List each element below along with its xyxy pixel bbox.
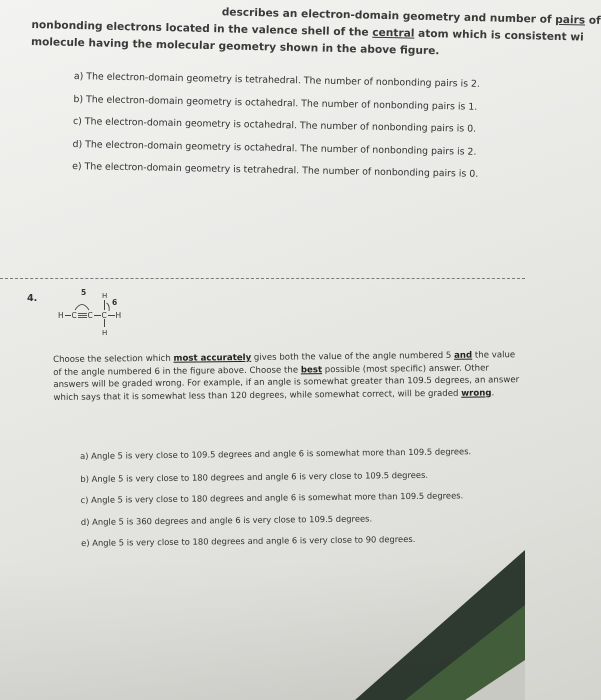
prompt-text: gives both the value of the angle numbered 5 [251, 350, 455, 363]
question-divider [0, 278, 525, 279]
header-text: molecule having the molecular geometry shown in the above figure. [30, 35, 440, 58]
header-text: nonbonding electrons located in the valence shell of the [31, 18, 369, 39]
header-text-tail: atom which is consistent wi [417, 27, 584, 44]
atom-h-left: H [58, 311, 64, 320]
answer-option-d[interactable]: d) Angle 5 is 360 degrees and angle 6 is very close to 109.5 degrees. [80, 512, 373, 527]
question-3-header [30, 0, 601, 63]
header-text-tail: of [588, 14, 601, 27]
angle-label-5: 5 [81, 288, 87, 297]
prompt-emphasis-and: and [454, 350, 473, 361]
prompt-emphasis-wrong: wrong [461, 387, 492, 399]
prompt-text: the value of the angle numbered 6 in the figure above. Choose the [53, 350, 516, 378]
prompt-text: possible (most specific) answer. Other answers will be graded wrong. For example, if an angle is somewhat greater than 109.5 degrees, an answer which says that it is somewhat less than 120 degrees, while somewhat correct, will be graded [53, 362, 520, 403]
answer-option-a[interactable]: a) Angle 5 is very close to 109.5 degrees and angle 6 is somewhat more than 109.5 degrees. [80, 446, 472, 461]
answer-option-c[interactable]: c) Angle 5 is very close to 180 degrees and angle 6 is somewhat more than 109.5 degrees. [80, 490, 464, 505]
answer-option-e[interactable]: e) Angle 5 is very close to 180 degrees and angle 6 is very close to 90 degrees. [81, 533, 416, 548]
header-underlined-central: central [372, 26, 415, 40]
question-4-number: 4. [27, 293, 38, 304]
answer-option-e[interactable]: e) The electron-domain geometry is tetrahedral. The number of nonbonding pairs is 0. [72, 160, 479, 180]
prompt-emphasis-best: best [300, 364, 323, 375]
atom-c3: C [101, 311, 107, 320]
atom-c1: C [71, 311, 77, 320]
question-4-options [80, 445, 521, 559]
header-underlined-pairs: pairs [555, 13, 586, 27]
atom-h-right: H [115, 311, 122, 320]
molecule-diagram [56, 283, 166, 341]
prompt-emphasis-most-accurately: most accurately [173, 352, 252, 364]
atom-c2: C [87, 311, 93, 320]
answer-option-c[interactable]: c) The electron-domain geometry is octahedral. The number of nonbonding pairs is 0. [72, 115, 477, 135]
angle-arc-5 [75, 305, 89, 311]
angle-label-6: 6 [112, 298, 118, 307]
answer-option-b[interactable]: b) The electron-domain geometry is octahedral. The number of nonbonding pairs is 1. [73, 93, 478, 113]
atom-h-bottom: H [102, 329, 108, 337]
question-3-options [72, 71, 524, 192]
answer-option-b[interactable]: b) Angle 5 is very close to 180 degrees and angle 6 is very close to 109.5 degrees. [80, 469, 429, 484]
background-corner-edge [465, 660, 525, 700]
angle-arc-6 [107, 303, 110, 311]
answer-option-a[interactable]: a) The electron-domain geometry is tetrahedral. The number of nonbonding pairs is 2. [73, 71, 481, 90]
header-text: describes an electron-domain geometry and number of [221, 6, 552, 26]
question-4-prompt [53, 349, 523, 404]
prompt-text: . [491, 387, 495, 398]
answer-option-d[interactable]: d) The electron-domain geometry is octahedral. The number of nonbonding pairs is 2. [72, 138, 477, 158]
atom-h-top: H [102, 292, 108, 300]
prompt-text: Choose the selection which [53, 353, 174, 365]
